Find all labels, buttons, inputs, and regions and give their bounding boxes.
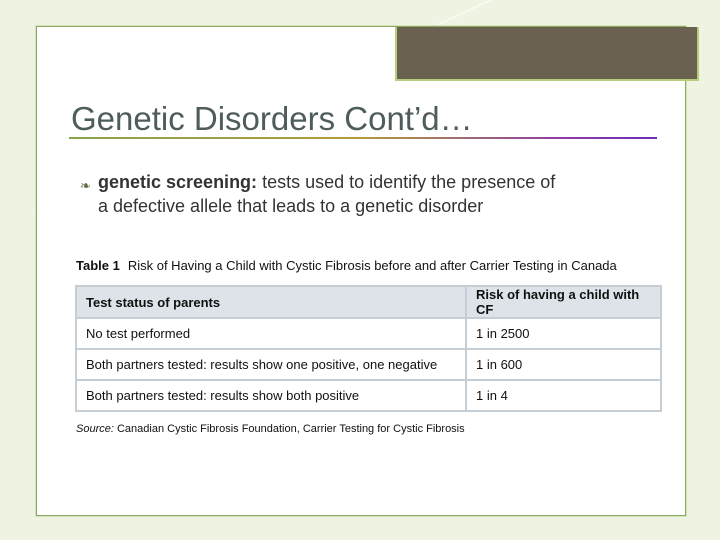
table-caption: [76, 258, 617, 273]
bullet-definition: tests used to identify the presence of: [262, 172, 556, 192]
table-row: [76, 318, 661, 349]
risk-table: [75, 285, 662, 412]
table-row: [76, 380, 661, 411]
table-source: [76, 423, 465, 435]
title-underline: [69, 137, 657, 139]
table-row: [76, 349, 661, 380]
source-label: Source:: [76, 423, 114, 435]
table-header-cell: Risk of having a child with CF: [466, 286, 661, 318]
slide-title: Genetic Disorders Cont’d…: [71, 100, 473, 137]
table-cell: No test performed: [76, 318, 466, 349]
table-cell: Both partners tested: results show one positive, one negative: [76, 349, 466, 380]
table-caption-text: Risk of Having a Child with Cystic Fibrosis before and after Carrier Testing in Canada: [127, 258, 617, 273]
table-cell: 1 in 4: [466, 380, 661, 411]
bullet-term: genetic screening:: [98, 172, 258, 192]
table-header-row: [76, 286, 661, 318]
table-header-cell: Test status of parents: [76, 286, 466, 318]
table-cell: 1 in 600: [466, 349, 661, 380]
bullet-line-1: [80, 170, 670, 194]
source-text: Canadian Cystic Fibrosis Foundation, Carrier Testing for Cystic Fibrosis: [116, 423, 465, 435]
fleuron-bullet-icon: ❧: [80, 178, 91, 193]
bullet-line-2: a defective allele that leads to a genetic disorder: [98, 196, 484, 216]
bullet-point: [80, 170, 670, 218]
table-cell: 1 in 2500: [466, 318, 661, 349]
table-caption-label: Table 1: [76, 258, 120, 273]
decorative-header-block: [395, 27, 699, 81]
table-cell: Both partners tested: results show both positive: [76, 380, 466, 411]
